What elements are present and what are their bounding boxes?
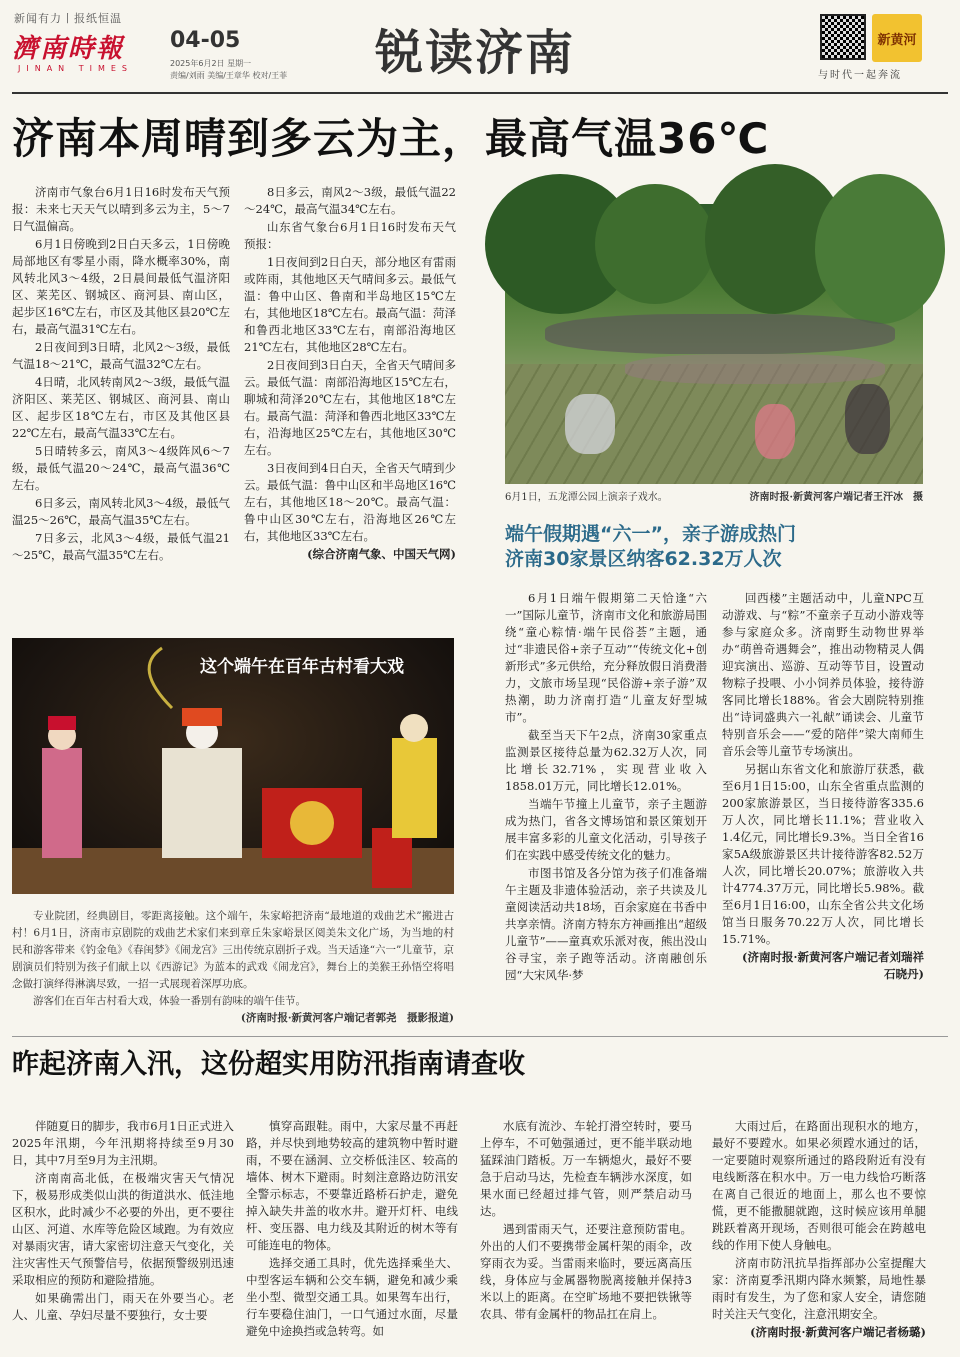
paragraph: 山东省气象台6月1日16时发布天气预报： [244,220,456,251]
brand-slogan: 与时代一起奔流 [818,70,902,81]
paragraph: 1日夜间到2日白天，部分地区有雷雨或阵雨，其他地区天气晴间多云。最低气温：鲁中山区、鲁南和半岛地区15℃左右，其他地区18℃左右。最高气温：菏泽和鲁西北地区33℃左右，南部沿海地区21℃左右，其他地区28℃左右。 [244,255,456,354]
newspaper-logo: 濟南時報 [12,34,125,64]
paragraph: 济南市防汛抗旱指挥部办公室提醒大家：济南夏季汛期内降水频繁，局地性暴雨时有发生，为了您和家人安全，请您随时关注天气变化，注意汛期安全。 [712,1256,926,1321]
paragraph: 大雨过后，在路面出现积水的地方，最好不要蹚水。如果必须蹚水通过的话，一定要随时观察所通过的路段附近有没有电线断落在积水中。万一电力线恰巧断落在离自己很近的地面上，那么也不要惊慌，更不能撒腿就跑，这时候应该用单腿跳跃着离开现场，否则很可能会在跨越电线的作用下使人身触电。 [712,1119,926,1252]
paragraph: 6月1日傍晚到2日白天多云，1日傍晚局部地区有零星小雨，降水概率30%，南风转北风3～4级，2日晨间最低气温济阳区、莱芜区、钢城区、商河县、南山区，起步区16℃左右，市区及其他区县20℃左右，最高气温31℃左右。 [12,237,230,336]
paragraph: 3日夜间到4日白天，全省天气晴到少云。最低气温：鲁中山区和半岛地区16℃左右，其他地区18～20℃。最高气温：鲁中山区30℃左右，沿海地区26℃左右，其他地区33℃左右。 [244,461,456,543]
park-photo-caption [505,488,923,503]
masthead-rule [12,92,948,94]
paragraph: 遇到雷雨天气，还要注意预防雷电。外出的人们不要携带金属杆架的雨伞，改穿雨衣为妥。当雷雨来临时，要远离高压线，身体应与金属器物脱离接触并保持3米以上的距离。在空旷场地不要把铁锹等农具、带有金属杆的物品扛在肩上。 [480,1222,692,1321]
caption-paragraph: 专业院团，经典剧目，零距离接触。这个端午，朱家峪把济南“最地道的戏曲艺术”搬进古村！6月1日，济南市京剧院的戏曲艺术家们来到章丘朱家峪景区阅美朱文化广场，为当地的村民和游客带来《钓金龟》《春闺梦》《闹龙宫》三出传统京剧折子戏。当天适逢“六一”儿童节，京剧演员们特别为孩子们献上以《西游记》为蓝本的武戏《闹龙宫》，舞台上的美猴王孙悟空将唱念做打演绎得淋漓尽致，一招一式展现着深厚功底。 [12,910,454,990]
paragraph: 5日晴转多云，南风3～4级阵风6～7级，最低气温20～24℃，最高气温36℃左右。 [12,444,230,492]
editor-credits: 责编/刘雨 美编/王章华 校对/王菲 [170,71,288,80]
opera-photo-caption [12,908,454,1027]
photo-credit: 济南时报·新黄河客户端记者王汗冰 摄 [749,492,923,503]
paragraph: 济南市气象台6月1日16时发布天气预报：未来七天天气以晴到多云为主，5～7日气温偏高。 [12,185,230,233]
paragraph: 4日晴，北风转南风2～3级，最低气温济阳区、莱芜区、钢城区、商河县、南山区、起步区18℃左右，市区及其他区县22℃左右，最高气温33℃左右。 [12,375,230,440]
masthead [12,8,352,88]
brand-logo-text: 新黄河 [877,32,917,48]
article1-credit: (综合济南气象、中国天气网) [307,547,456,561]
article2-subheadline [505,522,796,572]
caption-text: 6月1日，五龙潭公园上演亲子戏水。 [505,492,668,503]
subheadline-line: 端午假期遇“六一”，亲子游成热门 [505,523,796,545]
park-photo [505,204,923,484]
paragraph: 7日多云，北风3～4级，最低气温21～25℃，最高气温35℃左右。 [12,531,230,562]
paragraph: 慎穿高跟鞋。雨中，大家尽量不再赶路，并尽快到地势较高的建筑物中暂时避雨，不要在涵洞、立交桥低洼区、较高的墙体、树木下避雨。时刻注意路边防汛安全警示标志，不要靠近路桥石护走，避免掉入缺失井盖的收水井。避开灯杆、电线杆、变压器、电力线及其附近的树木等有可能连电的物体。 [246,1119,458,1252]
article3-column-4 [712,1118,926,1350]
newspaper-logo-english: JINAN TIMES [18,64,133,73]
opera-photo [12,638,454,894]
article3-column-1 [12,1118,234,1350]
article3-column-3 [480,1118,692,1350]
article1-headline: 济南本周晴到多云为主，最高气温36℃ [12,114,770,163]
paragraph: 2日夜间到3日白天，全省天气晴间多云。最低气温：南部沿海地区15℃左右，聊城和菏泽20℃左右，其他地区18℃左右。最高气温：菏泽和鲁西北地区33℃左右，沿海地区25℃左右，其他地区30℃左右。 [244,358,456,457]
article2-column-1 [505,590,707,1030]
paragraph: 2日夜间到3日晴，北风2～3级，最低气温18～21℃，最高气温32℃左右。 [12,340,230,371]
opera-photo-title: 这个端午在百年古村看大戏 [200,657,404,677]
caption-paragraph: 游客们在百年古村看大戏，体验一番别有韵味的端午佳节。 [33,995,306,1007]
paragraph: 8日多云，南风2～3级，最低气温22～24℃，最高气温34℃左右。 [244,185,456,216]
brand-logo [872,14,922,62]
section-title: 锐读济南 [375,25,576,81]
paragraph: 济南南高北低，在极端灾害天气情况下，极易形成类似山洪的街道洪水、低洼地区积水，此时减少不必要的外出，更不要往山区、河道、水库等危险区域跑。为有效应对暴雨灾害，请大家密切注意天气变化，关注灾害性天气预警信号，依据预警级别迅速采取相应的预防和避险措施。 [12,1171,234,1287]
article3-column-2 [246,1118,458,1350]
paragraph: 6日多云，南风转北风3～4级，最低气温25～26℃，最高气温35℃左右。 [12,496,230,527]
paragraph: 另据山东省文化和旅游厅获悉，截至6月1日15:00，山东全省重点监测的200家旅游景区，当日接待游客335.6万人次，同比增长11.1%；营业收入1.4亿元，同比增长9.3%。当日全省16家5A级旅游景区共计接待游客82.52万人次，同比增长20.07%；旅游收入共计4774.37万元，同比增长5.98%。截至6月1日16:00，山东全省公共文化场馆当日服务70.22万人次，同比增长15.71%。 [722,762,924,946]
paragraph: 伴随夏日的脚步，我市6月1日正式进入2025年汛期，今年汛期将持续至9月30日，其中7月至9月为主汛期。 [12,1119,234,1167]
article2-column-2 [722,590,936,1030]
article1-column-1 [12,184,230,614]
opera-photo-credit: (济南时报·新黄河客户端记者郭尧 摄影报道) [240,1012,454,1024]
masthead-slogan: 新闻有力丨报纸恒温 [14,12,122,25]
opera-scene-illustration [12,638,454,894]
paragraph: 6月1日端午假期第二天恰逢“六一”国际儿童节，济南市文化和旅游局围绕“童心粽情·端午民俗荟”主题，通过“非遗民俗+亲子互动”“传统文化+创新形式”多元供给，充分释放假日消费潜力，文旅市场呈现“民俗游+亲子游”双热潮，助力济南打造“儿童友好型城市”。 [505,591,707,724]
paragraph: 截至当天下午2点，济南30家重点监测景区接待总量为62.32万人次，同比增长32.71%，实现营业收入1858.01万元，同比增长12.01%。 [505,728,707,793]
paragraph: 如果确需出门，雨天在外要当心。老人、儿童、孕妇尽量不要独行，女士要 [12,1291,234,1322]
paragraph: 回西楼”主题活动中，儿童NPC互动游戏、与“粽”不童亲子互动小游戏等参与家庭众多。济南野生动物世界举办“萌兽奇遇舞会”，推出动物精灵人偶迎宾演出、巡游、互动等节目，设置动物粽子投喂、小小饲养员体验，接待游客同比增长188%。省会大剧院特别推出“诗词盛典六一礼献”诵读会、儿童节特别音乐会——“爱的陪伴”梁大南师生音乐会等儿童节专场演出。 [722,591,924,758]
issue-date: 2025年6月2日 星期一 [170,59,252,68]
article1-column-2 [244,184,456,614]
paragraph: 选择交通工具时，优先选择乘坐大、中型客运车辆和公交车辆，避免和减少乘坐小型、微型交通工具。如果驾车出行，行车要稳住油门，一口气通过水面，尽量避免中途换挡或急转弯。如 [246,1256,458,1338]
section-divider [12,1036,948,1037]
paragraph: 当端午节撞上儿童节，亲子主题游成为热门，省各文博场馆和景区策划开展丰富多彩的儿童文化活动，引导孩子们在实践中感受传统文化的魅力。 [505,797,707,862]
paragraph: 市图书馆及各分馆为孩子们准备端午主题及非遗体验活动，亲子共读及儿童阅读活动共18场，百余家庭在书香中共享亲情。济南方特东方神画推出“超级儿童节”——童真欢乐派对夜，熊出没山谷寻宝，亲子跑等活动。济南融创乐园“大宋风华·梦 [505,866,707,982]
paragraph: 水底有流沙、车轮打滑空转时，要马上停车，不可勉强通过，更不能半联动地猛踩油门踏板。万一车辆熄火，最好不要急于启动马达，先检查车辆涉水深度，如果水面已经超过排气管，则严禁启动马达。 [480,1119,692,1218]
article3-headline: 昨起济南入汛，这份超实用防汛指南请查收 [12,1049,525,1080]
subheadline-line: 济南30家景区纳客62.32万人次 [505,548,782,570]
page-numbers: 04-05 [170,28,241,53]
article2-credit: (济南时报·新黄河客户端记者刘瑞祥 石晓丹) [742,950,936,981]
article3-credit: (济南时报·新黄河客户端记者杨璐) [750,1325,926,1339]
qr-code-icon [820,14,866,60]
